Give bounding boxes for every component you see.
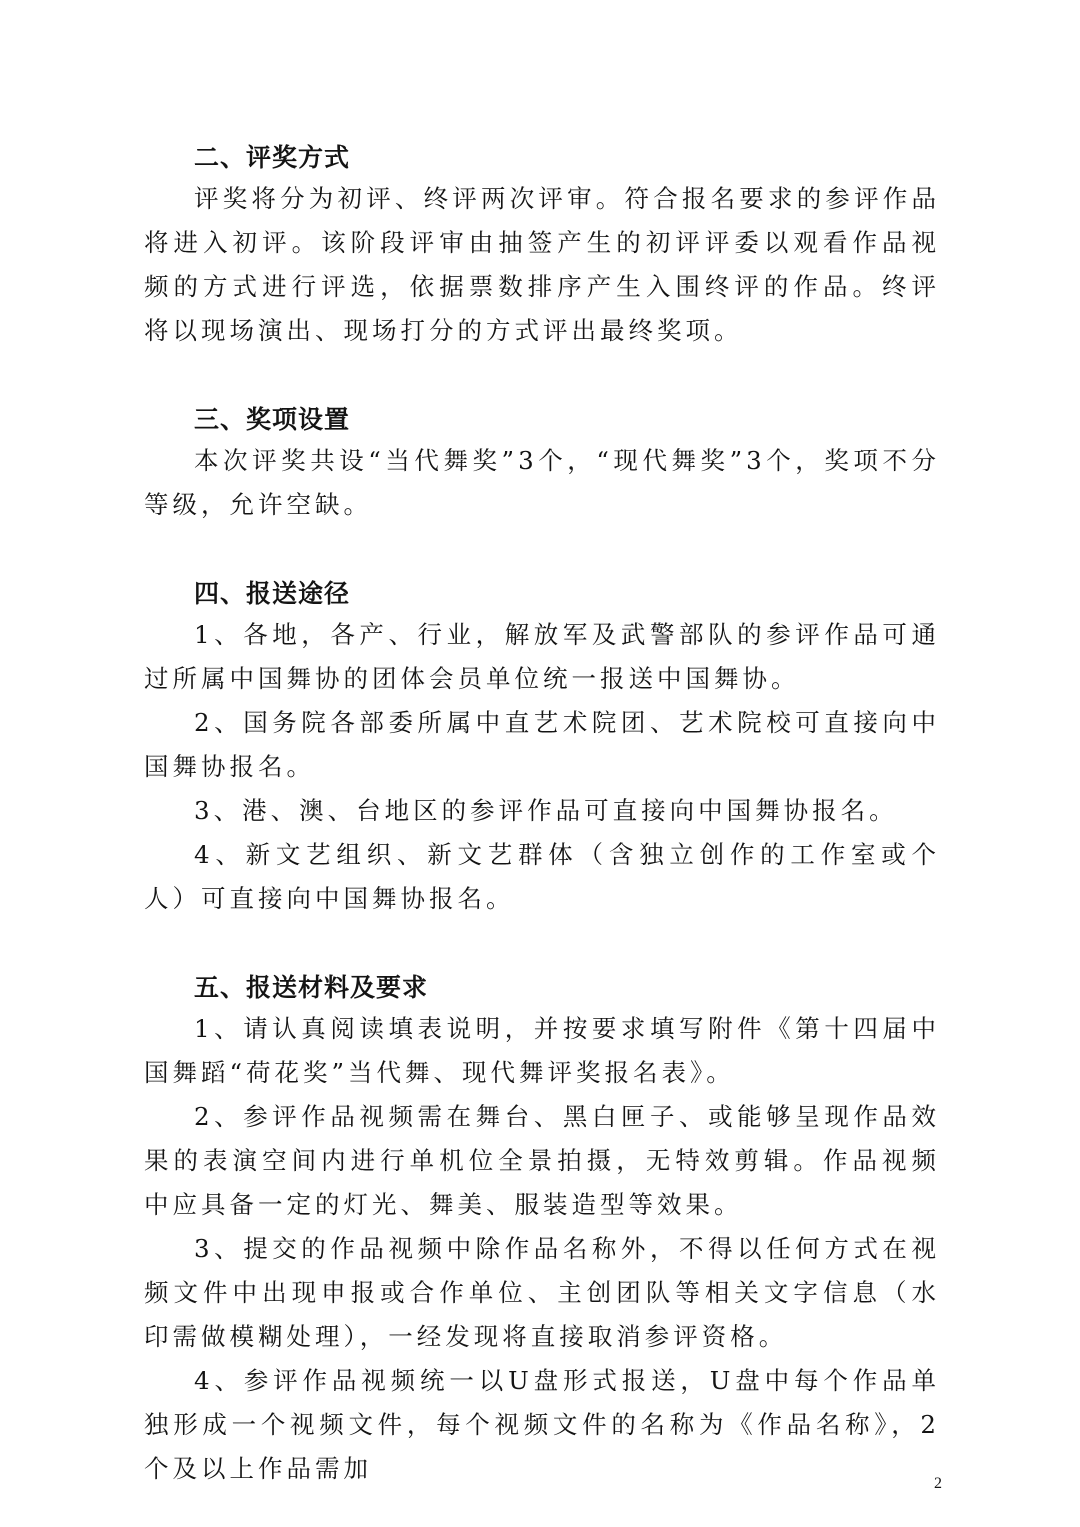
section-heading: 三、奖项设置 <box>194 405 351 434</box>
section-heading: 二、评奖方式 <box>194 143 351 172</box>
section-award-method <box>144 138 940 353</box>
section-submission-channels <box>144 574 940 921</box>
paragraph: 本次评奖共设“当代舞奖”3个，“现代舞奖”3个，奖项不分等级，允许空缺。 <box>144 446 940 519</box>
paragraph: 2、国务院各部委所属中直艺术院团、艺术院校可直接向中国舞协报名。 <box>144 708 940 781</box>
page-number: 2 <box>934 1475 942 1492</box>
paragraph: 3、港、澳、台地区的参评作品可直接向中国舞协报名。 <box>194 796 898 825</box>
section-submission-materials <box>144 968 940 1491</box>
paragraph: 1、各地，各产、行业，解放军及武警部队的参评作品可通过所属中国舞协的团体会员单位统一报送中国舞协。 <box>144 620 940 693</box>
section-heading: 四、报送途径 <box>194 579 351 608</box>
document-body <box>144 138 940 1491</box>
section-award-settings <box>144 400 940 527</box>
paragraph: 3、提交的作品视频中除作品名称外，不得以任何方式在视频文件中出现申报或合作单位、主创团队等相关文字信息（水印需做模糊处理），一经发现将直接取消参评资格。 <box>144 1234 940 1351</box>
paragraph: 4、参评作品视频统一以U盘形式报送，U盘中每个作品单独形成一个视频文件，每个视频文件的名称为《作品名称》，2个及以上作品需加 <box>144 1366 940 1483</box>
paragraph: 1、请认真阅读填表说明，并按要求填写附件《第十四届中国舞蹈“荷花奖”当代舞、现代舞评奖报名表》。 <box>144 1014 940 1087</box>
paragraph: 评奖将分为初评、终评两次评审。符合报名要求的参评作品将进入初评。该阶段评审由抽签产生的初评评委以观看作品视频的方式进行评选，依据票数排序产生入围终评的作品。终评将以现场演出、现场打分的方式评出最终奖项。 <box>144 184 940 345</box>
paragraph: 2、参评作品视频需在舞台、黑白匣子、或能够呈现作品效果的表演空间内进行单机位全景拍摄，无特效剪辑。作品视频中应具备一定的灯光、舞美、服装造型等效果。 <box>144 1102 940 1219</box>
section-heading: 五、报送材料及要求 <box>194 973 429 1002</box>
paragraph: 4、新文艺组织、新文艺群体（含独立创作的工作室或个人）可直接向中国舞协报名。 <box>144 840 940 913</box>
